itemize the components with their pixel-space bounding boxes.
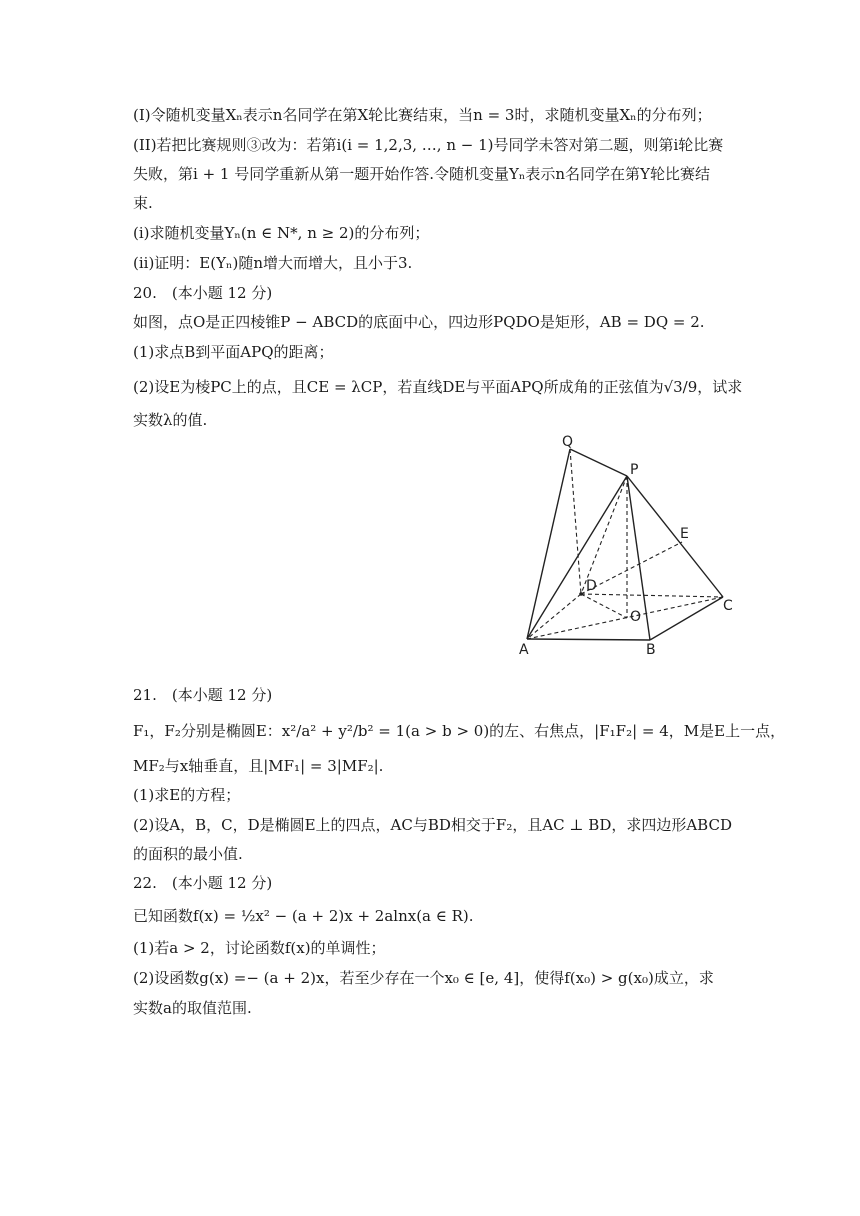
problem19-sub-ii: (ii)证明：E(Yₙ)随n增大而增大，且小于3. (133, 254, 413, 272)
problem19-part2-line1: (II)若把比赛规则③改为：若第i(i = 1,2,3, …, n − 1)号同学未答对第二题，则第i轮比赛 (133, 136, 724, 154)
problem21-header: 21. (本小题 12 分) (133, 686, 273, 704)
label-q: Q (562, 434, 574, 450)
problem21-statement-line2: MF₂与x轴垂直，且|MF₁| = 3|MF₂|. (133, 757, 384, 775)
problem19-part2-line2: 失败，第i + 1 号同学重新从第一题开始作答.令随机变量Yₙ表示n名同学在第Y轮比赛结 (133, 165, 710, 183)
problem19-sub-i: (i)求随机变量Yₙ(n ∈ N*, n ≥ 2)的分布列； (133, 224, 430, 242)
label-a: A (519, 642, 529, 658)
problem19-part1: (I)令随机变量Xₙ表示n名同学在第X轮比赛结束，当n = 3时，求随机变量Xₙ的分布列； (133, 106, 712, 124)
problem21-part2-line1: (2)设A，B，C，D是椭圆E上的四点，AC与BD相交于F₂，且AC ⊥ BD，求四边形ABCD (133, 816, 732, 834)
problem22-part2-line2: 实数a的取值范围. (133, 999, 252, 1017)
problem21-part1: (1)求E的方程； (133, 786, 241, 804)
label-p: P (630, 462, 639, 478)
problem22-part1: (1)若a > 2，讨论函数f(x)的单调性； (133, 939, 386, 957)
problem20-part2-line2: 实数λ的值. (133, 411, 208, 429)
problem22-header: 22. (本小题 12 分) (133, 874, 273, 892)
label-d: D (586, 578, 597, 594)
label-c: C (723, 598, 733, 614)
label-o: O (630, 609, 642, 625)
label-b: B (646, 642, 656, 658)
problem22-statement: 已知函数f(x) = ½x² − (a + 2)x + 2alnx(a ∈ R). (133, 907, 474, 925)
label-e: E (680, 526, 689, 542)
problem21-statement-line1: F₁，F₂分别是椭圆E：x²/a² + y²/b² = 1(a > b > 0)的左、右焦点，|F₁F₂| = 4，M是E上一点， (133, 722, 786, 740)
problem19-part2-line3: 束. (133, 194, 153, 212)
problem20-header: 20. (本小题 12 分) (133, 284, 273, 302)
problem20-statement: 如图，点O是正四棱锥P − ABCD的底面中心，四边形PQDO是矩形，AB = DQ = 2. (133, 313, 705, 331)
problem20-part1: (1)求点B到平面APQ的距离； (133, 343, 334, 361)
problem22-part2-line1: (2)设函数g(x) =− (a + 2)x，若至少存在一个x₀ ∈ [e, 4]，使得f(x₀) > g(x₀)成立，求 (133, 969, 714, 987)
problem21-part2-line2: 的面积的最小值. (133, 845, 243, 863)
pyramid-figure (510, 432, 755, 660)
problem20-part2-line1: (2)设E为棱PC上的点，且CE = λCP，若直线DE与平面APQ所成角的正弦值为√3/9，试求 (133, 378, 743, 396)
